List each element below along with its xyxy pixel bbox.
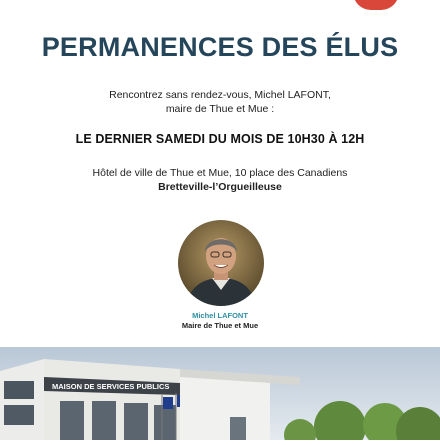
address-city: Bretteville-l’Orgueilleuse [158,181,282,193]
building-photo [0,347,440,440]
schedule-heading: LE DERNIER SAMEDI DU MOIS DE 10H30 À 12H [75,132,365,146]
intro-line-1: Rencontrez sans rendez-vous, Michel LAFONT, [109,89,331,101]
address-line: Hôtel de ville de Thue et Mue, 10 place des Canadiens [92,167,348,179]
logo-mark [353,0,399,10]
intro-text [0,88,440,116]
intro-line-2: maire de Thue et Mue : [165,103,275,115]
person-name: Michel LAFONT [192,311,248,320]
person-role: Maire de Thue et Mue [181,321,259,330]
building-sign: MAISON DE SERVICES PUBLICS [52,382,170,391]
page-title: PERMANENCES DES ÉLUS [41,32,399,62]
mayor-portrait [178,220,264,306]
address-block [0,166,440,194]
